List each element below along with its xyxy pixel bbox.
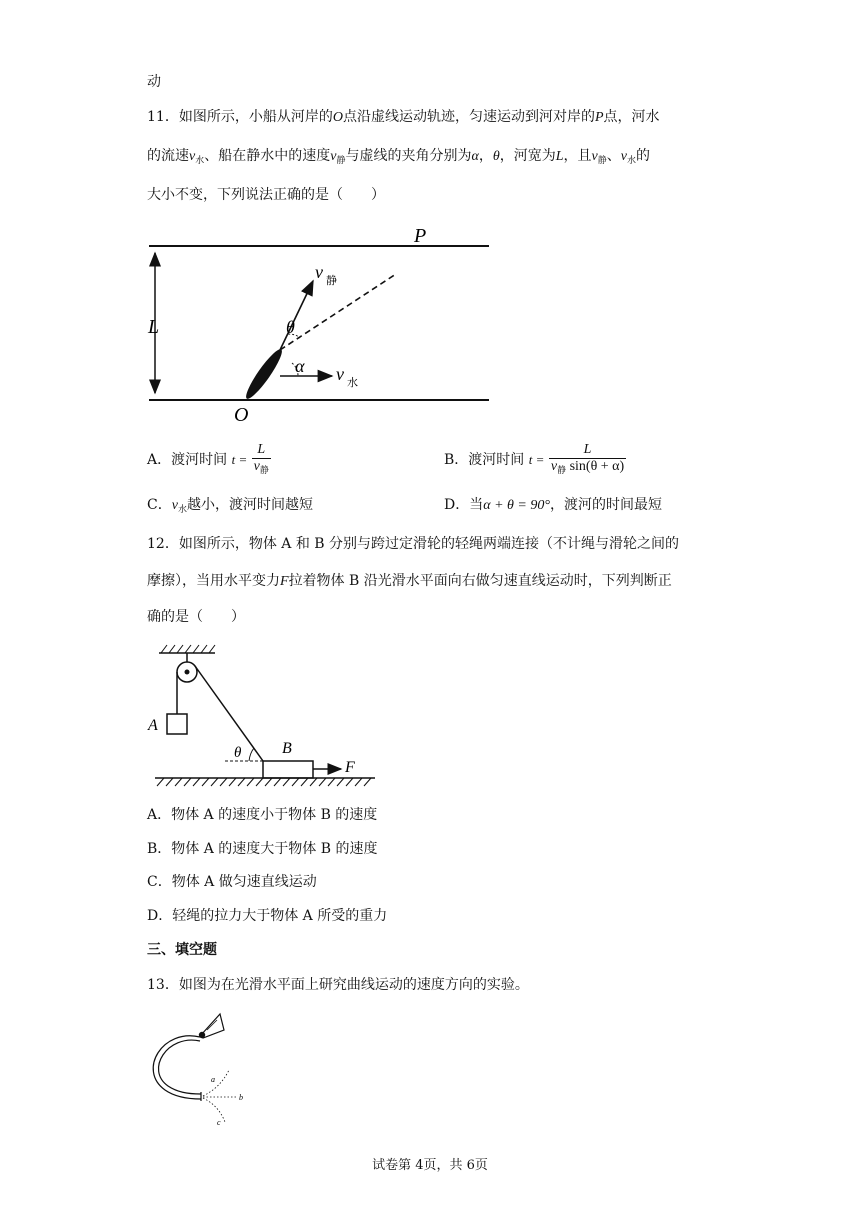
q12-line2 <box>147 571 672 592</box>
carry-over-text: 动 <box>147 74 161 90</box>
sub-water: 水 <box>626 156 636 166</box>
q12-text: 拉着物体 B 沿光滑水平面向右做匀速直线运动时，下列判断正 <box>288 573 672 589</box>
q12-option-d: D．轻绳的拉力大于物体 A 所受的重力 <box>147 908 388 924</box>
v-symbol: v <box>253 459 260 474</box>
option-a-formula: t = <box>231 452 248 467</box>
curved-track-outer <box>153 1036 201 1099</box>
label-f: F <box>345 759 355 776</box>
block-a <box>167 714 187 734</box>
q11-line2 <box>147 146 650 171</box>
v-symbol: v <box>550 459 558 474</box>
theta-symbol: θ <box>492 149 500 164</box>
option-a-label: A．渡河时间 <box>147 452 228 468</box>
fig-v-still: v <box>315 262 323 282</box>
q13-number: 13． <box>147 977 179 993</box>
q12-option-b: B．物体 A 的速度大于物体 B 的速度 <box>147 841 378 857</box>
q12-number: 12． <box>147 536 179 552</box>
option-d-formula: α + θ = 90° <box>483 498 550 513</box>
fig-alpha: α <box>295 356 305 376</box>
fig-theta: θ <box>286 317 295 337</box>
q11-option-a <box>147 442 271 478</box>
page-footer: 试卷第 4页，共 6页 <box>372 1158 488 1173</box>
sub-still: 静 <box>597 156 607 166</box>
v-symbol: v <box>189 149 196 164</box>
fig-label-p: P <box>414 225 427 247</box>
q11-text: 点沿虚线运动轨迹，匀速运动到河对岸的 <box>342 109 595 125</box>
q11-text: 的 <box>635 148 650 164</box>
q11-line1 <box>147 107 660 128</box>
sin-term: sin(θ + α) <box>566 459 625 474</box>
option-d-text: ，渡河的时间最短 <box>549 497 662 513</box>
alpha-symbol: α <box>471 149 479 164</box>
v-symbol: v <box>620 149 627 164</box>
l-symbol: L <box>555 149 564 164</box>
sub-still: 静 <box>336 156 346 166</box>
ceiling-hatch <box>161 645 215 653</box>
v-symbol: v <box>591 149 598 164</box>
q13-text: 如图为在光滑水平面上研究曲线运动的速度方向的实验。 <box>178 977 529 993</box>
ramp-hatch <box>207 1020 217 1030</box>
f-symbol: F <box>280 574 289 589</box>
sub-water: 水 <box>195 156 205 166</box>
fig-label-l: L <box>148 316 160 338</box>
q11-text: ，且 <box>563 148 592 164</box>
q11-river-figure <box>140 220 500 425</box>
curved-track-inner <box>159 1040 201 1094</box>
q12-option-a: A．物体 A 的速度小于物体 B 的速度 <box>147 807 378 823</box>
rope-to-b <box>195 666 263 761</box>
block-b <box>263 761 313 778</box>
q11-text: ，河宽为 <box>499 148 556 164</box>
q12-line1 <box>147 534 679 554</box>
frac-den <box>549 459 626 478</box>
label-theta: θ <box>234 745 242 761</box>
sub-still: 静 <box>557 465 567 475</box>
q11-point-o: O <box>332 110 343 125</box>
q13-line1 <box>147 975 529 995</box>
q12-text: 摩擦），当用水平变力 <box>147 573 280 589</box>
sub-water: 水 <box>177 505 187 515</box>
boat-shape <box>242 346 286 402</box>
q11-text: 、船在静水中的速度 <box>204 148 331 164</box>
q12-option-c: C．物体 A 做匀速直线运动 <box>147 874 317 890</box>
q11-text: 、 <box>606 148 621 164</box>
label-b: B <box>282 740 292 757</box>
label-path-b: b <box>239 1093 243 1102</box>
option-c-text: 越小，渡河时间越短 <box>186 497 313 513</box>
q11-number: 11． <box>147 109 179 125</box>
frac-num: L <box>549 442 626 459</box>
frac-den <box>252 459 271 478</box>
q13-curve-figure <box>145 1010 255 1130</box>
frac-num: L <box>252 442 271 459</box>
option-b-formula: t = <box>528 452 545 467</box>
q11-text: 如图所示，小船从河岸的 <box>178 109 333 125</box>
sub-still: 静 <box>259 465 269 475</box>
v-symbol: v <box>171 498 178 513</box>
q11-option-d <box>444 495 662 516</box>
q12-line3: 确的是（ ） <box>147 609 245 625</box>
label-path-c: c <box>217 1118 221 1127</box>
q11-line3: 大小不变，下列说法正确的是（ ） <box>147 187 385 203</box>
theta-arc <box>249 748 254 761</box>
v-symbol: v <box>330 149 337 164</box>
option-d-label: D．当 <box>444 497 484 513</box>
path-a <box>203 1070 229 1096</box>
q11-point-p: P <box>594 110 604 125</box>
option-a-fraction <box>252 442 271 478</box>
option-b-label: B．渡河时间 <box>444 452 525 468</box>
fig-label-o: O <box>234 404 249 426</box>
q11-text: ， <box>478 148 493 164</box>
q11-text: 的流速 <box>147 148 189 164</box>
q11-text: 与虚线的夹角分别为 <box>345 148 472 164</box>
ground-hatch <box>157 778 371 786</box>
section-heading: 三、填空题 <box>147 942 217 958</box>
v-still-arrow <box>280 281 313 350</box>
q11-option-b <box>444 442 626 478</box>
q11-option-c <box>147 495 313 520</box>
fig-v-water-sub: 水 <box>347 376 358 389</box>
fig-v-water: v <box>336 364 344 384</box>
label-a: A <box>148 717 158 734</box>
pulley-axle <box>185 670 190 675</box>
q12-pulley-figure <box>145 640 380 795</box>
label-path-a: a <box>211 1075 215 1084</box>
q11-text: 点，河水 <box>603 109 660 125</box>
option-b-fraction <box>549 442 626 478</box>
path-c <box>203 1098 225 1122</box>
fig-v-still-sub: 静 <box>326 274 337 287</box>
q12-text: 如图所示，物体 A 和 B 分别与跨过定滑轮的轻绳两端连接（不计绳与滑轮之间的 <box>178 536 680 552</box>
option-c-label: C． <box>147 497 172 513</box>
